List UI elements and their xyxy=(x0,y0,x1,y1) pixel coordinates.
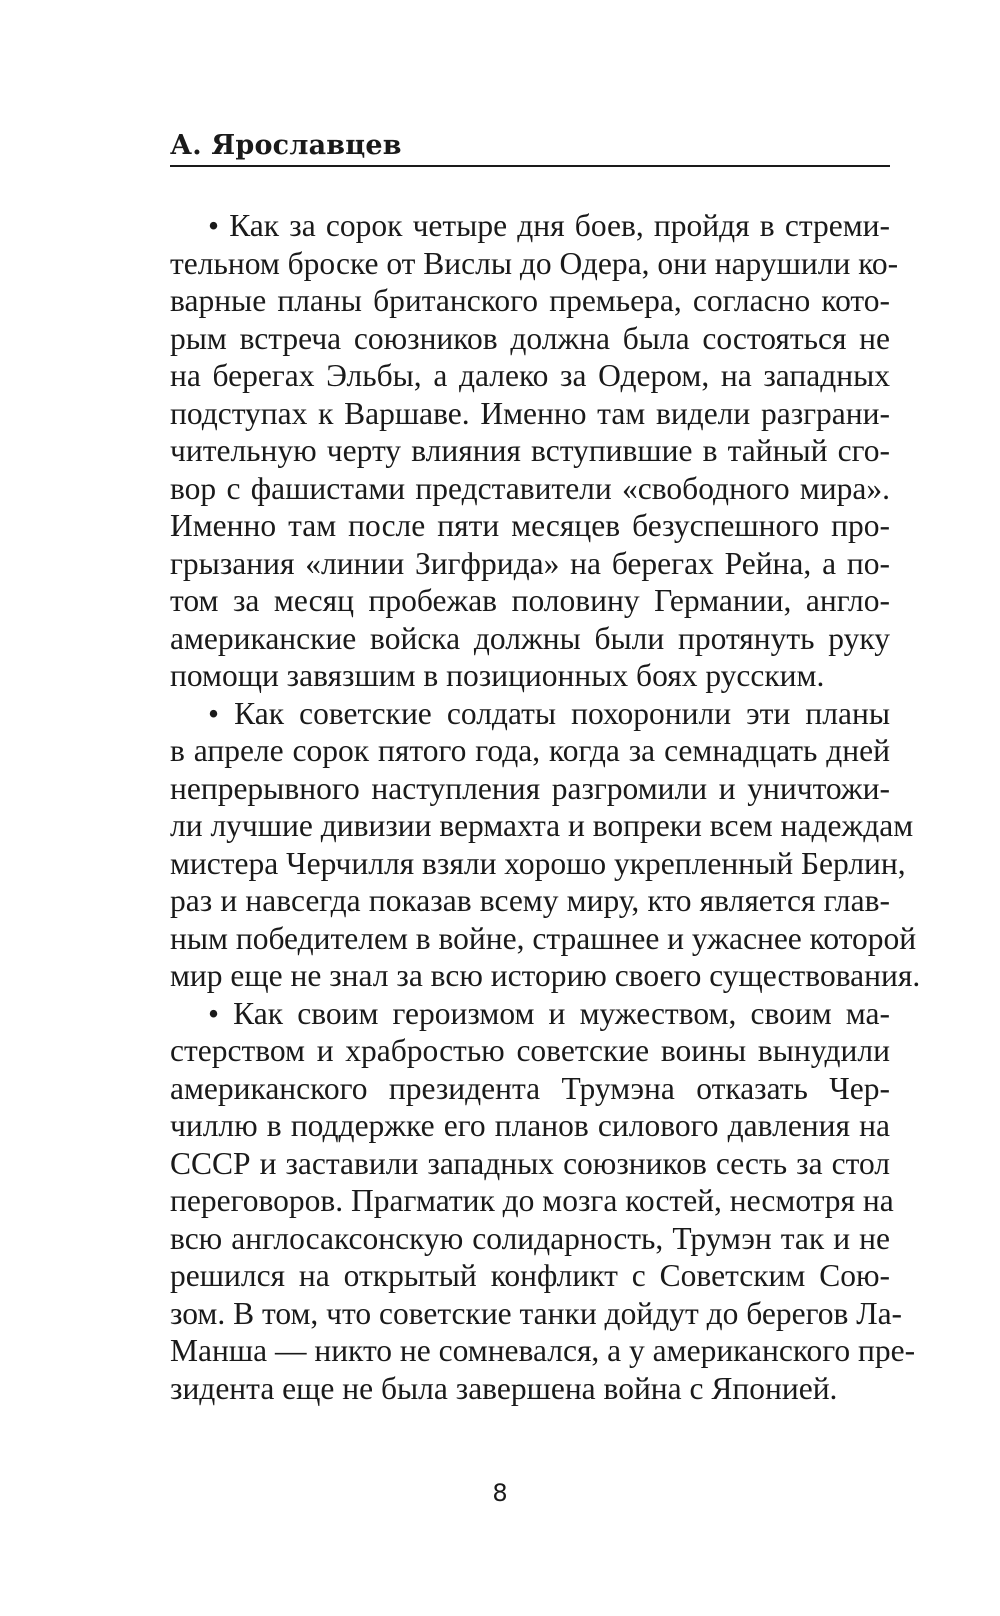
text-line: чиллю в поддержке его планов силового давления на xyxy=(170,1108,890,1143)
text-line: непрерывного наступления разгромили и уничтожи- xyxy=(170,770,890,806)
text-line: в апреле сорок пятого года, когда за семнадцать дней xyxy=(170,733,890,768)
paragraph-1 xyxy=(170,207,899,695)
text-line: американского президента Трумэна отказать Чер- xyxy=(170,1070,890,1106)
running-head-author: А. Ярославцев xyxy=(170,130,402,161)
text-line: • Как за сорок четыре дня боев, пройдя в стреми- xyxy=(208,208,890,243)
header-rule xyxy=(170,165,890,167)
text-line: СССР и заставили западных союзников сесть за стол xyxy=(170,1145,890,1181)
page-number: 8 xyxy=(492,1479,508,1507)
text-line: варные планы британского премьера, согласно кото- xyxy=(170,283,890,318)
text-line: на берегах Эльбы, а далеко за Одером, на западных xyxy=(170,358,890,393)
text-line: американские войска должны были протянуть руку xyxy=(170,620,890,656)
text-line: мистера Черчилля взяли хорошо укрепленный Берлин, xyxy=(170,845,906,881)
text-line: тельном броске от Вислы до Одера, они нарушили ко- xyxy=(170,245,899,281)
text-line: рым встреча союзников должна была состояться не xyxy=(170,320,890,356)
text-line: ли лучшие дивизии вермахта и вопреки всем надеждам xyxy=(170,808,914,843)
text-line: Именно там после пяти месяцев безуспешного про- xyxy=(170,508,890,543)
text-line: мир еще не знал за всю историю своего существования. xyxy=(170,958,921,993)
text-line: переговоров. Прагматик до мозга костей, несмотря на xyxy=(170,1183,894,1218)
text-line: стерством и храбростью советские воины вынудили xyxy=(170,1033,890,1068)
text-line: всю англосаксонскую солидарность, Трумэн так и не xyxy=(170,1220,890,1256)
paragraph-3 xyxy=(170,995,916,1408)
text-line: ным победителем в войне, страшнее и ужаснее которой xyxy=(170,920,917,956)
text-line: • Как советские солдаты похоронили эти планы xyxy=(208,695,890,731)
text-line: вор с фашистами представители «свободного мира». xyxy=(170,470,890,506)
text-line: Манша — никто не сомневался, а у американского пре- xyxy=(170,1333,916,1368)
body-text xyxy=(170,207,921,1407)
text-line: • Как своим героизмом и мужеством, своим ма- xyxy=(208,995,890,1031)
text-line: чительную черту влияния вступившие в тайный сго- xyxy=(170,433,890,468)
text-line: подступах к Варшаве. Именно там видели разграни- xyxy=(170,395,890,431)
text-line: раз и навсегда показав всему миру, кто является глав- xyxy=(170,883,890,918)
text-line: грызания «линии Зигфрида» на берегах Рейна, а по- xyxy=(170,545,890,581)
paragraph-2 xyxy=(170,695,921,995)
text-line: зом. В том, что советские танки дойдут до берегов Ла- xyxy=(170,1295,903,1331)
text-line: зидента еще не была завершена война с Японией. xyxy=(170,1370,838,1406)
text-line: том за месяц пробежав половину Германии, англо- xyxy=(170,583,890,618)
text-line: решился на открытый конфликт с Советским Сою- xyxy=(170,1258,890,1293)
text-line: помощи завязшим в позиционных боях русским. xyxy=(170,658,825,693)
